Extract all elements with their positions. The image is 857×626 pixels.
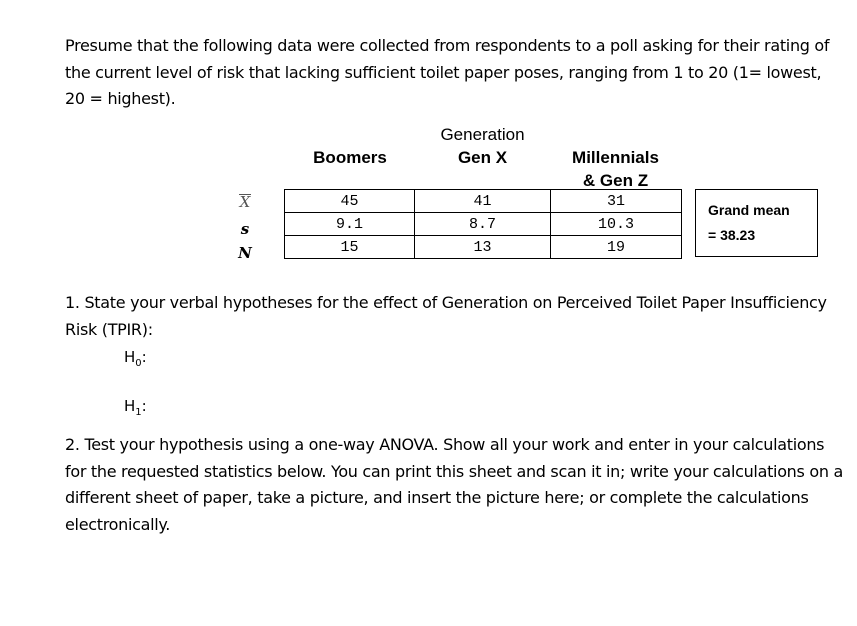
column-header-millennials [550, 146, 681, 192]
cell-boomers-mean: 45 [285, 190, 415, 213]
row-label-mean [230, 192, 260, 212]
cell-boomers-sd: 9.1 [285, 213, 415, 236]
xbar-symbol: X [239, 193, 251, 211]
h0-colon: : [141, 348, 147, 366]
h1-subscript: 1 [135, 407, 142, 418]
column-header-genx: Gen X [457, 148, 508, 167]
intro-paragraph: Presume that the following data were collected from respondents to a poll asking for their rating of the current level of risk that lacking sufficient toilet paper poses, ranging from 1 to 20 (1= lowest, 20 = highest). [65, 36, 830, 108]
row-label-sd: s [240, 220, 250, 238]
cell-genx-n: 13 [415, 236, 551, 259]
column-header-boomers: Boomers [313, 148, 387, 167]
row-label-n: N [238, 244, 252, 262]
generation-header: Generation [440, 125, 525, 144]
cell-boomers-n: 15 [285, 236, 415, 259]
cell-genx-sd: 8.7 [415, 213, 551, 236]
question-1: 1. State your verbal hypotheses for the effect of Generation on Perceived Toilet Paper Insufficiency Risk (TPIR): [65, 293, 827, 339]
table-row-sd [285, 213, 682, 236]
grand-mean-value: = 38.23 [708, 227, 756, 243]
hypothesis-h0 [124, 348, 147, 369]
table-row-mean [285, 190, 682, 213]
grand-mean-box [695, 189, 818, 257]
cell-millennials-n: 19 [551, 236, 682, 259]
stats-table [284, 189, 682, 259]
h0-subscript: 0 [135, 358, 142, 369]
cell-genx-mean: 41 [415, 190, 551, 213]
millennials-line-2: & Gen Z [582, 171, 649, 190]
cell-millennials-sd: 10.3 [551, 213, 682, 236]
question-2: 2. Test your hypothesis using a one-way ANOVA. Show all your work and enter in your calculations for the requested statistics below. You can print this sheet and scan it in; write your calculations on a different sheet of paper, take a picture, and insert the picture here; or complete the calculations electronically. [65, 435, 843, 534]
cell-millennials-mean: 31 [551, 190, 682, 213]
h1-colon: : [141, 397, 147, 415]
h1-letter: H [124, 397, 136, 415]
hypothesis-h1 [124, 397, 147, 418]
table-row-n [285, 236, 682, 259]
millennials-line-1: Millennials [572, 148, 659, 167]
h0-letter: H [124, 348, 136, 366]
grand-mean-label: Grand mean [708, 202, 790, 218]
